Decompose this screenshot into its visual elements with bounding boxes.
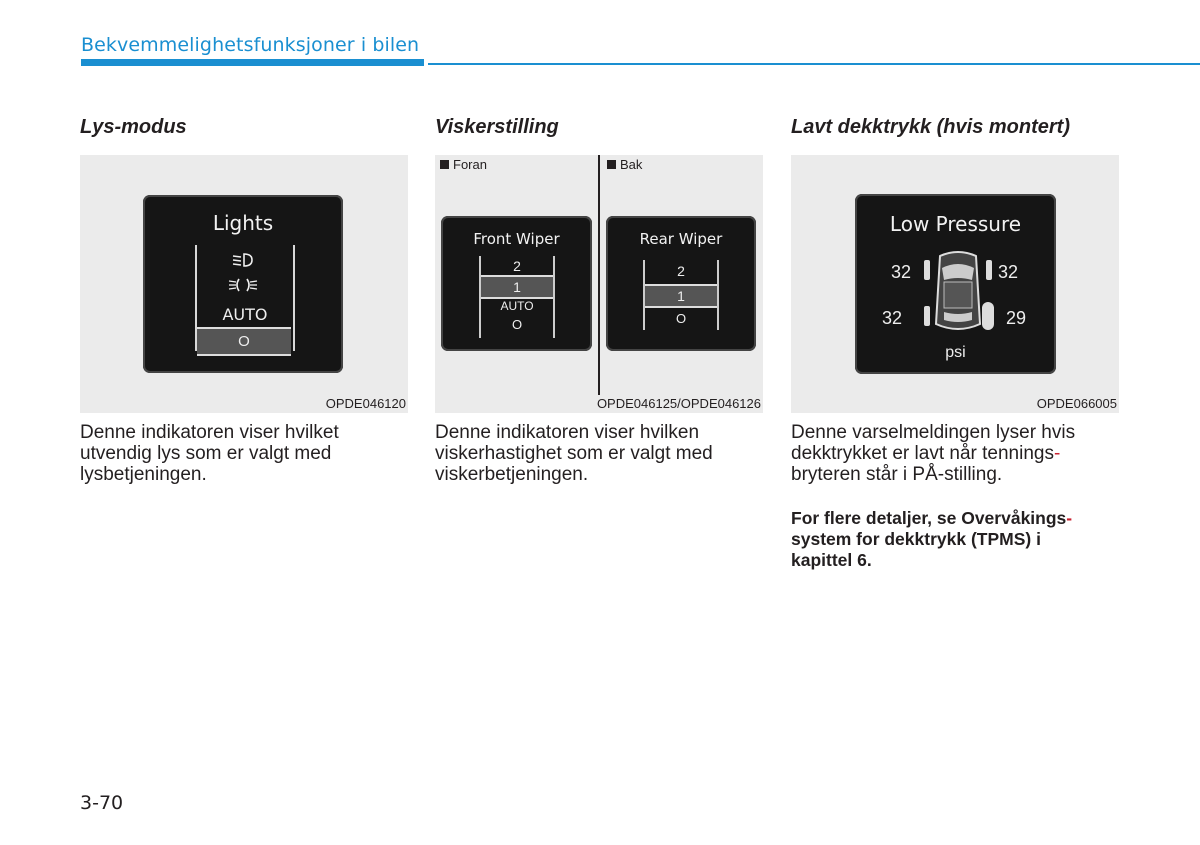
front-wiper-display [441,216,592,351]
rear-wiper-display [606,216,756,351]
front-wiper-selected [481,275,553,299]
body-line: dekktrykket er lavt når tennings- [791,443,1061,464]
figure-code: OPDE046120 [325,396,406,411]
low-beam-icon [230,252,256,268]
body-text [80,422,408,485]
low-pressure-title: Low Pressure [889,212,1022,236]
tire-front-left: 32 [891,262,912,282]
rear-wiper-selected [645,284,717,308]
parking-light-icon [228,277,258,293]
label-rear: Bak [607,157,642,172]
figure-code: OPDE046125/OPDE046126 [596,396,761,411]
figure-wipers [435,155,763,413]
lights-display [143,195,343,373]
body-text [791,422,1119,485]
front-wiper-auto: AUTO [500,299,534,313]
body-line: Denne indikatoren viser hvilket [80,422,339,443]
body-line: lysbetjeningen. [80,464,207,485]
figure-divider [598,155,600,395]
rear-wiper-1: 1 [677,288,685,304]
section-light-mode [80,116,408,485]
header-rule [428,63,1200,65]
note-line: For flere detaljer, se Overvåkings- [791,508,1073,528]
pressure-unit: psi [945,344,966,361]
lights-selected-row [197,327,291,356]
figure-code: OPDE066005 [1036,396,1117,411]
square-bullet-icon [607,160,616,169]
section-title: Lavt dekktrykk (hvis montert) [791,116,1070,138]
body-line: viskerhastighet som er valgt med [435,443,713,464]
note-line: system for dekktrykk (TPMS) i [791,529,1041,549]
section-low-tire-pressure [791,116,1119,570]
lights-title: Lights [212,211,274,235]
rear-wiper-2: 2 [677,263,685,279]
body-line: Denne indikatoren viser hvilken [435,422,700,443]
low-pressure-display [855,194,1056,374]
tire-rear-right: 29 [1006,308,1027,328]
rear-wiper-off: O [675,311,687,326]
tire-rear-left: 32 [882,308,903,328]
section-title: Lys-modus [80,116,187,138]
rear-wiper-title: Rear Wiper [639,230,723,248]
body-line: viskerbetjeningen. [435,464,589,485]
page-number: 3-70 [80,792,124,814]
reference-note [791,508,1119,571]
body-line: Denne varselmeldingen lyser hvis [791,422,1076,443]
figure-low-pressure [791,155,1119,413]
square-bullet-icon [440,160,449,169]
header-title: Bekvemmelighetsfunksjoner i bilen [81,34,420,56]
section-title: Viskerstilling [435,116,559,138]
body-line: bryteren står i PÅ-stilling. [791,464,1003,485]
figure-lights [80,155,408,413]
body-line: utvendig lys som er valgt med [80,443,332,464]
lights-auto: AUTO [222,305,268,324]
lights-off: O [238,333,250,350]
front-wiper-off: O [511,317,523,332]
car-top-view-icon [920,250,996,336]
front-wiper-1: 1 [513,279,521,295]
header-bar [81,59,424,66]
section-wiper [435,116,763,485]
front-wiper-2: 2 [513,258,521,274]
note-line: kapittel 6. [791,550,872,570]
body-text [435,422,763,485]
tire-front-right: 32 [998,262,1019,282]
front-wiper-title: Front Wiper [473,230,560,248]
label-front: Foran [440,157,487,172]
